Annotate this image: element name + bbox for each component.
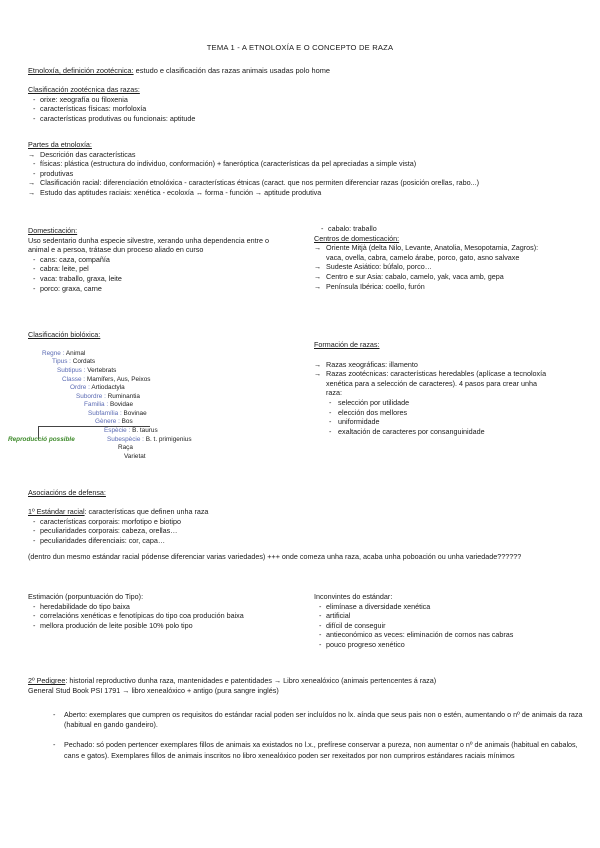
list-item: - mellora produción de leite posible 10% polo tipo — [28, 621, 278, 631]
estandar-text: : características que definen unha raza — [84, 507, 209, 516]
list-item: - elimínase a diversidade xenética — [314, 602, 564, 612]
list-item: - selección por utilidade — [326, 398, 554, 408]
taxon-rank: Subtipus : — [57, 367, 86, 374]
taxon-row — [57, 367, 116, 375]
inconvintes-heading: Inconvintes do estándar: — [314, 592, 393, 601]
list-item: → Razas xeográficas: illamento — [314, 360, 554, 370]
taxon-row — [70, 384, 125, 392]
pedigree-bullets — [48, 710, 588, 761]
pedigree-text: : historial reproductivo dunha raza, mantenidades e patentidades → Libro xenealóxico (animais pertencentes á raza) — [65, 676, 437, 685]
list-item: - correlacións xenéticas e fenotípicas do tipo coa produción baixa — [28, 611, 278, 621]
inconvintes-section — [314, 592, 564, 650]
list-item: - difícil de conseguir — [314, 621, 564, 631]
list-item: - Pechado: só poden pertencer exemplares fillos de animais xa existados no l.x., prefírese conservar a pureza, non aumentar o nº de animais (habitual en cabalos, cans e gatos). Exemplares fillos de animais inscritos no libro xenealóxico poden ser rexeitados por non cumpriros estándares raciais mínimos — [48, 740, 588, 760]
domesticacion-text: Uso sedentario dunha especie silvestre, xerando unha dependencia entre o animal e a persoa, trátase dun proceso aliado en curso — [28, 235, 269, 255]
clasificacion-biologica-heading: Clasificación biolóxica: — [28, 330, 101, 339]
pedigree-line2: General Stud Book PSI 1791 → libro xenealóxico + antigo (pura sangre inglés) — [28, 685, 279, 695]
list-item: - produtivas — [28, 169, 593, 179]
formacion-section — [314, 340, 554, 436]
taxon-row — [104, 427, 158, 435]
list-item: - vaca: traballo, graxa, leite — [28, 274, 278, 284]
taxon-name: Raça — [118, 444, 133, 451]
taxon-rank: Regne : — [42, 350, 65, 357]
taxon-name: Vertebrats — [87, 367, 117, 374]
list-item: - peculiaridades diferenciais: cor, capa… — [28, 536, 588, 546]
taxon-row — [107, 436, 192, 444]
estandar-heading: 1º Estándar racial — [28, 507, 85, 516]
domesticacion-section — [28, 226, 278, 293]
list-item: → Clasificación racial: diferenciación etnolóxica - características étnicas (caract. que nos permiten diferenciar razas (posición orellas, rabo...) — [28, 178, 593, 188]
taxon-name: Ruminantia — [107, 393, 140, 400]
list-item: → Centro e sur Asia: cabalo, camelo, yak, vaca amb, gepa — [314, 272, 554, 282]
list-item: → Razas zootécnicas: características heredables (aplícase a tecnoloxía xenética para a selección de caracteres). 4 pasos para crear unha raza: — [314, 369, 554, 398]
estandar-note: (dentro dun mesmo estándar racial pódense diferenciar varias variedades) +++ onde comeza unha raza, acaba unha poboación ou unha variedade?????? — [28, 552, 522, 562]
estimacion-section — [28, 592, 278, 630]
taxon-name: Bovinae — [123, 410, 147, 417]
list-item: - características corporais: morfotipo e biotipo — [28, 517, 588, 527]
list-item: - cabra: leite, pel — [28, 264, 278, 274]
etnoloxia-definition — [28, 66, 588, 76]
taxon-rank: Subespècie : — [107, 436, 144, 443]
list-item: - elección dos mellores — [326, 408, 554, 418]
list-item: - pouco progreso xenético — [314, 640, 564, 650]
taxon-name: Artiodactyla — [91, 384, 125, 391]
partes-item-text: Descrición das características — [40, 149, 136, 159]
taxon-row — [62, 376, 150, 384]
taxon-rank: Classe : — [62, 376, 86, 383]
taxon-name: Bos — [121, 418, 133, 425]
estandar-section — [28, 507, 588, 562]
list-item: - Aberto: exemplares que cumpren os requisitos do estándar racial poden ser incluídos no lx. aínda que seus pais non o estén, aumentando o nº de animais da raza (habitual en gando gandeiro). — [48, 710, 588, 730]
taxon-rank: Ordre : — [70, 384, 90, 391]
taxon-name: Animal — [65, 350, 86, 357]
taxon-rank: Familia : — [84, 401, 109, 408]
taxon-name: B. t. primigenius — [145, 436, 192, 443]
list-item: - características físicas: morfoloxía — [28, 104, 588, 114]
centros-section — [314, 224, 554, 291]
taxon-rank: Tipus : — [52, 358, 71, 365]
taxon-row — [76, 393, 140, 401]
taxon-name: B. taurus — [132, 427, 158, 434]
list-item: - peculiaridades corporais: cabeza, orellas… — [28, 526, 588, 536]
partes-heading: Partes da etnoloxía: — [28, 140, 92, 149]
taxon-name: Bovidae — [109, 401, 134, 408]
list-item: → Oriente Mitjà (delta Nilo, Levante, Anatolia, Mesopotamia, Zagros): vaca, ovella, cabra, camelo árabe, porco, gato, asno salvaxe — [314, 243, 554, 262]
list-item: - artificial — [314, 611, 564, 621]
taxon-row — [95, 418, 133, 426]
formacion-heading: Formación de razas: — [314, 340, 380, 349]
taxon-name: Varietat — [124, 453, 146, 460]
list-item: → Estudo das aptitudes raciais: xenética - ecoloxía ↔ forma - función → aptitude produtiva — [28, 188, 593, 198]
list-item: - físicas: plástica (estructura do individuo, conformación) + faneróptica (características da pel apreciadas a simple vista) — [28, 159, 593, 169]
taxon-name: Cordats — [72, 358, 96, 365]
etnoloxia-heading: Etnoloxía, definición zootécnica: — [28, 66, 134, 75]
list-item: - heredabilidade do tipo baixa — [28, 602, 278, 612]
pedigree-heading: 2º Pedigree — [28, 676, 66, 685]
list-item: → Sudeste Asiático: búfalo, porco… — [314, 262, 554, 272]
taxon-rank: Subordre : — [76, 393, 106, 400]
list-item: - cabalo: traballo — [316, 224, 554, 234]
domesticacion-heading: Domesticación: — [28, 226, 78, 235]
list-item: - características produtivas ou funcionais: aptitude — [28, 114, 588, 124]
asociacions-heading: Asociacións de defensa: — [28, 488, 106, 497]
taxonomy-diagram — [0, 350, 300, 460]
pedigree-section — [28, 676, 588, 695]
taxon-rank: Espècie : — [104, 427, 131, 434]
list-item: - exaltación de caracteres por consanguinidade — [326, 427, 554, 437]
taxon-row — [42, 350, 85, 358]
taxon-row — [52, 358, 95, 366]
taxon-row — [84, 401, 133, 409]
partes-section — [28, 140, 593, 198]
list-item: - antieconómico as veces: eliminación de cornos nas cabras — [314, 630, 564, 640]
clasificacion-zootecnica-section — [28, 85, 588, 123]
list-item: - orixe: xeografía ou filoxenia — [28, 95, 588, 105]
list-item: - porco: graxa, carne — [28, 284, 278, 294]
taxon-name: Mamífers, Aus, Peixos — [86, 376, 151, 383]
estimacion-heading: Estimación (porpuntuación do Tipo): — [28, 592, 144, 601]
list-item: - uniformidade — [326, 417, 554, 427]
list-item: - cans: caza, compañía — [28, 255, 278, 265]
list-item: → Península Ibérica: coello, furón — [314, 282, 554, 292]
centros-heading: Centros de domesticación: — [314, 233, 400, 243]
page-title: TEMA 1 - A ETNOLOXÍA E O CONCEPTO DE RAZA — [206, 43, 394, 52]
reproduccio-label: Reproducció possible — [8, 436, 75, 443]
taxon-rank: Subfamília : — [88, 410, 122, 417]
clasificacion-zootecnica-heading: Clasificación zootécnica das razas: — [28, 85, 140, 94]
taxon-rank: Gènere : — [95, 418, 120, 425]
list-item — [28, 150, 593, 160]
etnoloxia-text: estudo e clasificación das razas animais usadas polo home — [133, 66, 330, 75]
taxon-row — [88, 410, 147, 418]
